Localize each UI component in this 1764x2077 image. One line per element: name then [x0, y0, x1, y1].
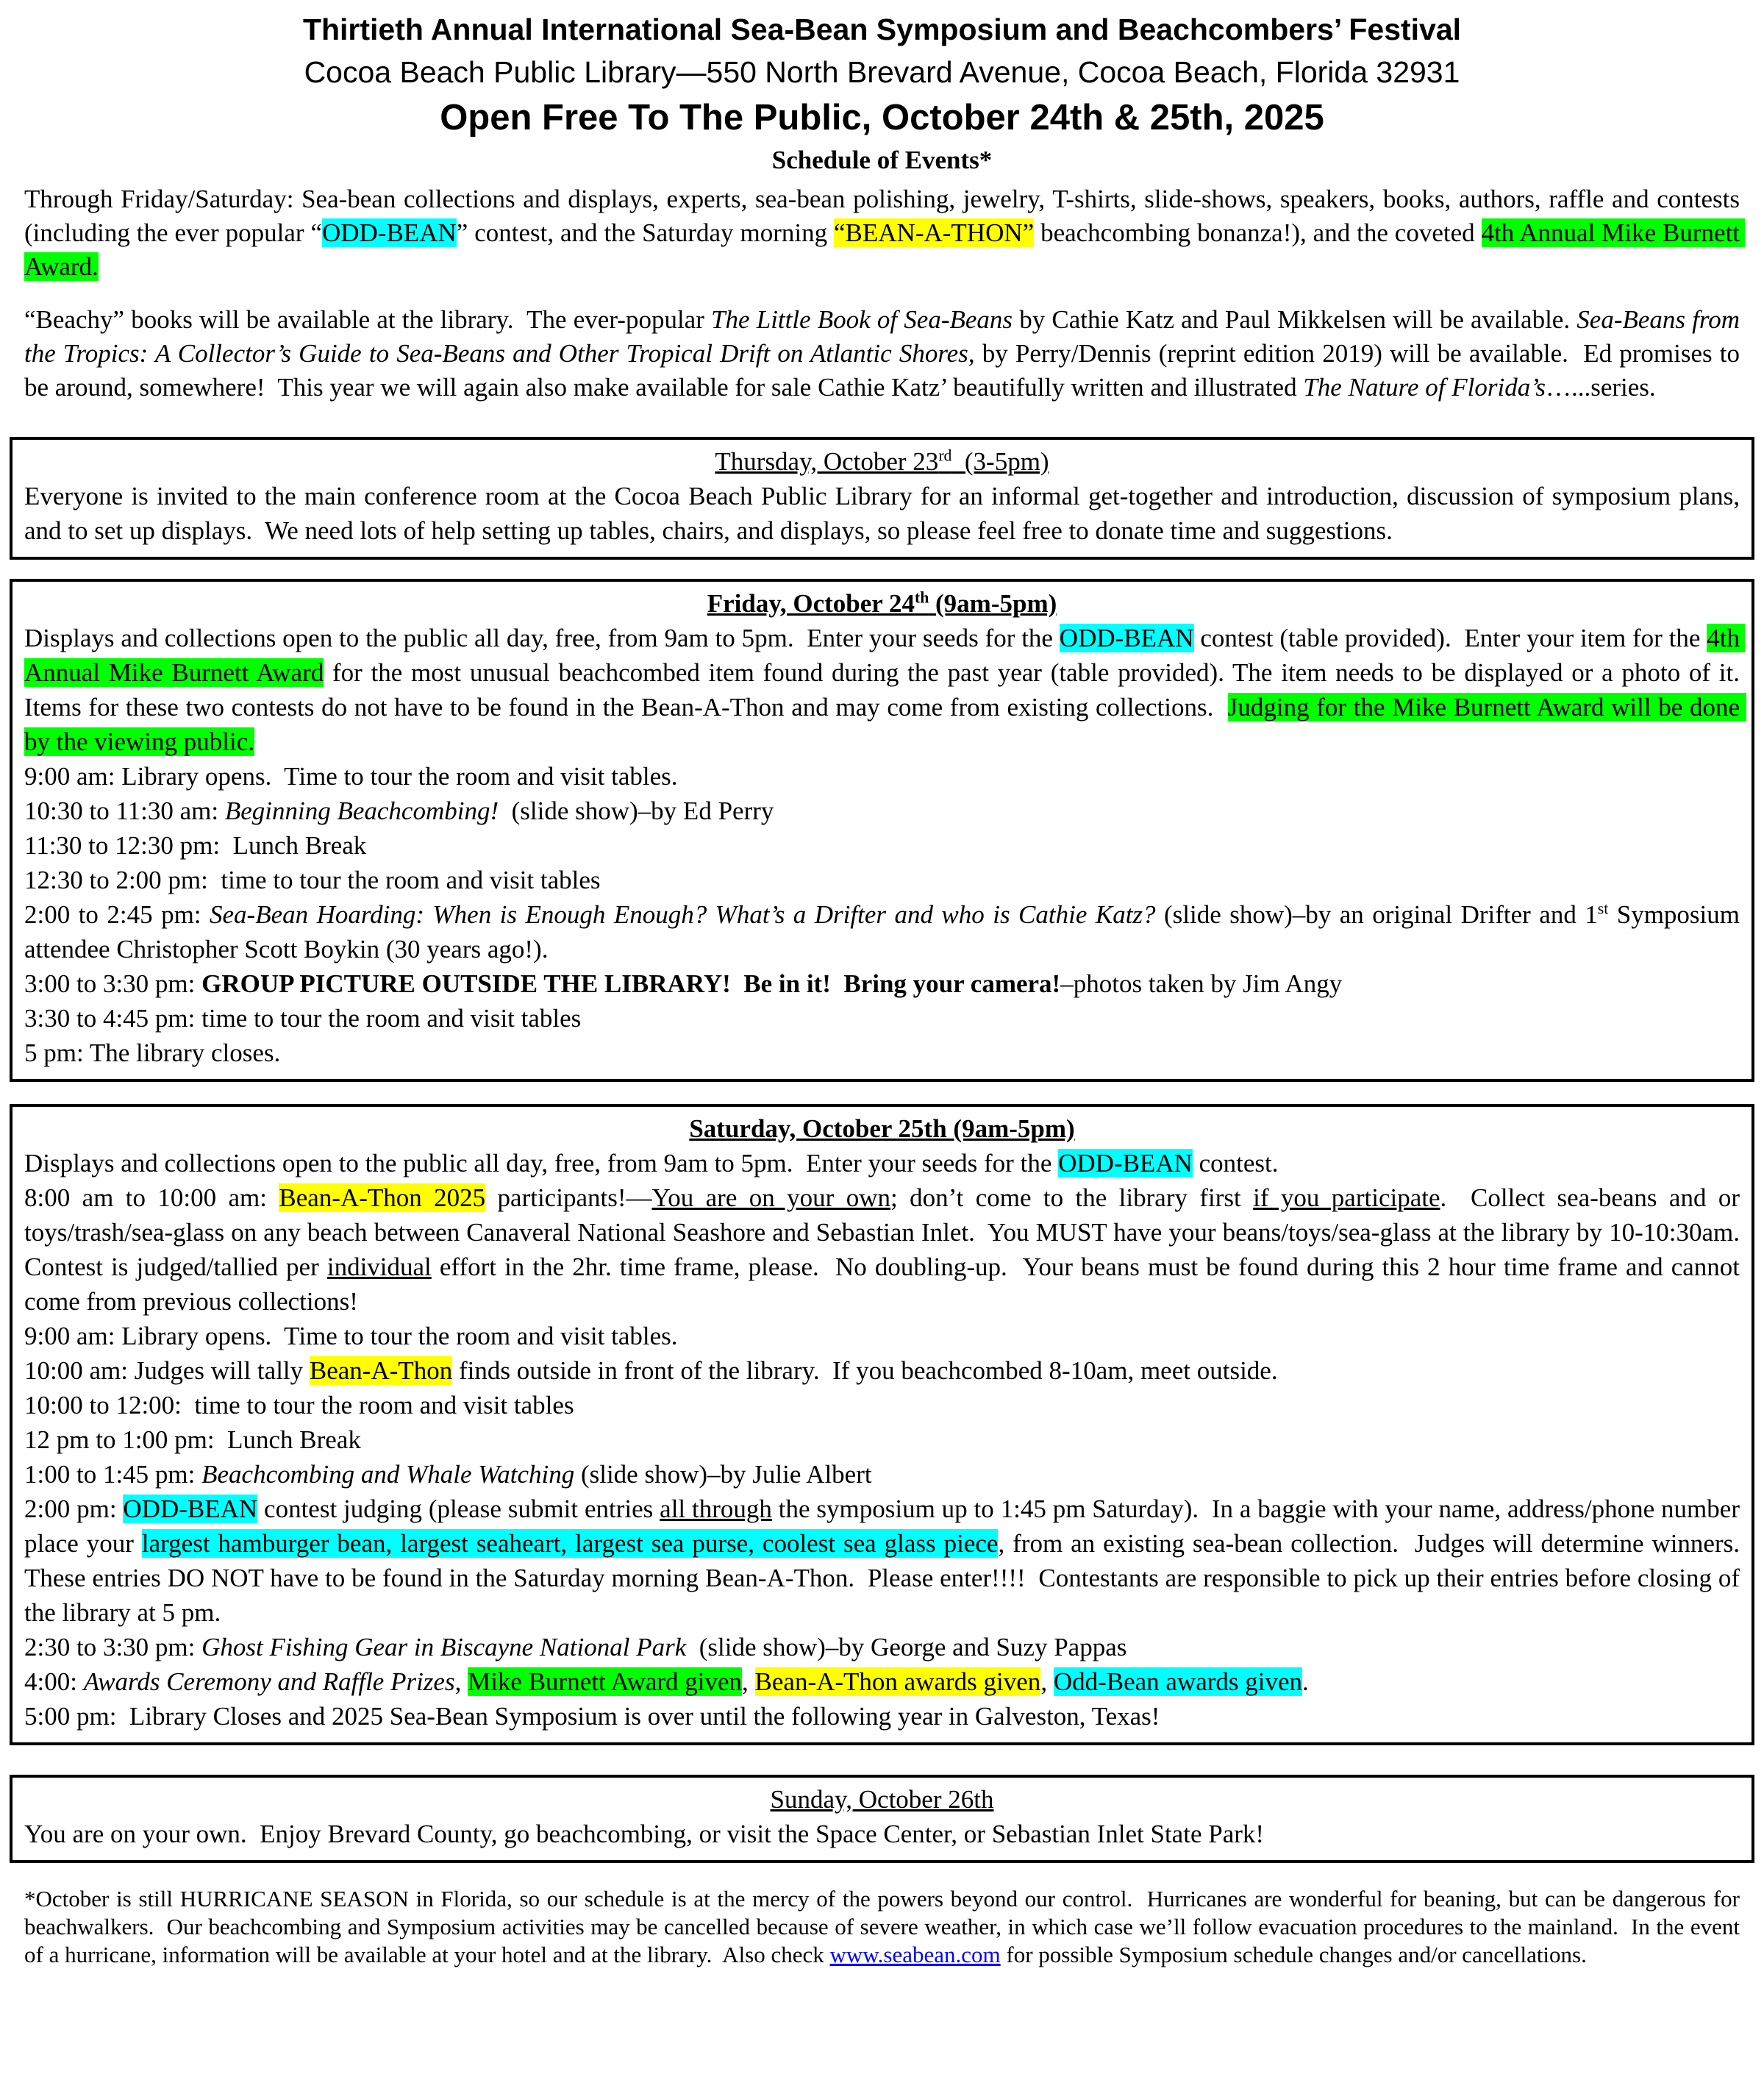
text-run: Beachcombing and Whale Watching	[201, 1460, 575, 1489]
text-run: 8:00 am to 10:00 am:	[24, 1183, 279, 1212]
text-run: participants!—	[485, 1183, 652, 1212]
text-run: “BEAN-A-THON”	[834, 218, 1035, 247]
text-run: finds outside in front of the library. If you beachcombed 8-10am, meet outside.	[452, 1356, 1278, 1385]
text-run: Bean-A-Thon	[309, 1356, 453, 1385]
page-title: Thirtieth Annual International Sea-Bean Symposium and Beachcombers’ Festival	[302, 13, 1462, 46]
text-run: You are on your own. Enjoy Brevard County, go beachcombing, or visit the Space Center, or Sebastian Inlet State Park!	[24, 1820, 1265, 1848]
text-run: (slide show)–by George and Suzy Pappas	[686, 1633, 1127, 1661]
text-run: Displays and collections open to the public all day, free, from 9am to 5pm. Enter your seeds for the	[24, 624, 1060, 652]
text-run: ,	[1040, 1667, 1054, 1696]
text-run: by Cathie Katz and Paul Mikkelsen will be available.	[1013, 305, 1577, 334]
text-run: *October is still HURRICANE SEASON in Florida, so our schedule is at the mercy of the powers beyond our control. Hurricanes are wonderful for beaning, but can be dangerous for beachwalkers. Our beachcombing and Symposium activities may be cancelled because of severe weather, in which case we’ll follow evacuation procedures to the mainland. In the event of a hurricane, information will be available at your hotel and at the library. Also check	[24, 1886, 1746, 1967]
sunday-section-box	[10, 1775, 1754, 1863]
text-run: , from an existing sea-bean collection. Judges will determine winners. These entries DO NOT have to be found in the Saturday morning Bean-A-Thon. Please enter!!!! Contestants are responsible to pick up their entries before closing of the library at 5 pm.	[24, 1529, 1753, 1627]
text-run: 4:00:	[24, 1667, 84, 1696]
text-run: ,	[742, 1667, 755, 1696]
schedule-item	[24, 1001, 1740, 1036]
schedule-item	[24, 1319, 1740, 1353]
text-run: Odd-Bean awards given	[1053, 1667, 1303, 1696]
text-run: Bean-A-Thon 2025	[279, 1183, 486, 1212]
schedule-item	[24, 1492, 1753, 1630]
thursday-section-box	[10, 437, 1754, 560]
schedule-item	[24, 966, 1740, 1001]
friday-heading	[24, 586, 1740, 621]
text-run: Bean-A-Thon awards given	[754, 1667, 1041, 1696]
text-run: 4th Annual Mike Burnett Award.	[24, 218, 1745, 281]
text-run: 9:00 am: Library opens. Time to tour the room and visit tables.	[24, 762, 678, 791]
text-run: 1:00 to 1:45 pm:	[24, 1460, 202, 1489]
friday-section-box	[10, 579, 1754, 1082]
text-run: GROUP PICTURE OUTSIDE THE LIBRARY! Be in it! Bring your camera!	[201, 969, 1061, 998]
text-run: 2:00 pm:	[24, 1494, 124, 1523]
thursday-heading	[24, 444, 1740, 479]
text-run: , by Perry/Dennis (reprint edition 2019) will be available. Ed promises to be around, somewhere! This year we will again also make available for sale Cathie Katz’ beautifully written and illustrated	[24, 339, 1746, 402]
text-run: all through	[660, 1494, 772, 1523]
text-run: Sunday, October 26th	[770, 1785, 994, 1814]
text-run: Thursday, October 23	[715, 447, 939, 476]
text-run: (3-5pm)	[951, 447, 1049, 476]
schedule-item	[24, 759, 1740, 794]
text-run: Mike Burnett Award given	[468, 1667, 743, 1696]
text-run: (slide show)–by an original Drifter and 1	[1155, 900, 1598, 929]
text-run: Judging for the Mike Burnett Award will be done by the viewing public.	[24, 693, 1746, 756]
schedule-item	[24, 1457, 1740, 1492]
text-run: Friday, October 24	[707, 589, 915, 618]
text-run: . Collect sea-beans and or toys/trash/sea-glass on any beach between Canaveral National Seashore and Sebastian Inlet. You MUST have your beans/toys/sea-glass at the library by 10-10:30am. Contest is judged/tallied per	[24, 1183, 1753, 1281]
text-run: Saturday, October 25th (9am-5pm)	[689, 1114, 1075, 1143]
schedule-item	[24, 863, 1740, 897]
text-run: ODD-BEAN	[123, 1494, 258, 1523]
schedule-item	[24, 1699, 1740, 1734]
text-run: Ghost Fishing Gear in Biscayne National Park	[201, 1633, 687, 1661]
text-run: 3:30 to 4:45 pm: time to tour the room and visit tables	[24, 1004, 582, 1033]
venue-address: Cocoa Beach Public Library—550 North Brevard Avenue, Cocoa Beach, Florida 32931	[304, 55, 1460, 89]
text-run: The Nature of Florida’s	[1303, 373, 1546, 402]
text-run: ODD-BEAN	[321, 218, 457, 247]
text-run: beachcombing bonanza!), and the coveted	[1034, 218, 1482, 247]
schedule-item	[24, 1353, 1740, 1388]
text-run: rd	[938, 446, 952, 465]
schedule-item	[24, 479, 1746, 548]
schedule-item	[24, 1388, 1740, 1422]
schedule-item	[24, 828, 1740, 863]
books-paragraph	[24, 303, 1746, 405]
sunday-schedule-list	[24, 1817, 1740, 1851]
text-run: …...series.	[1545, 373, 1656, 402]
text-run: Sea-Beans from the Tropics: A Collector’s Guide to Sea-Beans and Other Tropical Drift on Atlantic Shores	[24, 305, 1746, 368]
text-run: st	[1597, 899, 1609, 918]
seabean-link[interactable]: www.seabean.com	[829, 1942, 1001, 1967]
schedule-item	[24, 897, 1746, 966]
text-run: 2:30 to 3:30 pm:	[24, 1633, 202, 1661]
text-run: 5:00 pm: Library Closes and 2025 Sea-Bean Symposium is over until the following year in Galveston, Texas!	[24, 1702, 1160, 1731]
schedule-item	[24, 1146, 1740, 1180]
text-run: 5 pm: The library closes.	[24, 1038, 281, 1067]
text-run: 10:00 to 12:00: time to tour the room and visit tables	[24, 1391, 574, 1419]
text-run: th	[914, 588, 929, 607]
schedule-item	[24, 1180, 1753, 1319]
thursday-schedule-list	[24, 479, 1746, 548]
text-run: individual	[326, 1253, 432, 1281]
text-run: contest (table provided). Enter your item for the	[1193, 624, 1707, 652]
text-run: Through Friday/Saturday: Sea-bean collections and displays, experts, sea-bean polishing, jewelry, T-shirts, slide-shows, speakers, books, authors, raffle and contests (including the ever popular “	[24, 185, 1746, 247]
text-run: contest judging (please submit entries	[257, 1494, 660, 1523]
text-run: .	[1302, 1667, 1309, 1696]
saturday-heading	[24, 1111, 1740, 1146]
text-run: 3:00 to 3:30 pm:	[24, 969, 202, 998]
schedule-item	[24, 794, 1740, 828]
saturday-schedule-list	[24, 1146, 1753, 1734]
text-run: largest hamburger bean, largest seaheart, largest sea purse, coolest sea glass piece	[141, 1529, 999, 1558]
text-run: 10:30 to 11:30 am:	[24, 797, 225, 825]
text-run: (9am-5pm)	[929, 589, 1057, 618]
text-run: 2:00 to 2:45 pm:	[24, 900, 210, 929]
text-run: (slide show)–by Ed Perry	[499, 797, 774, 825]
text-run: “Beachy” books will be available at the library. The ever-popular	[24, 305, 712, 334]
admission-line: Open Free To The Public, October 24th & 25th, 2025	[440, 98, 1324, 138]
text-run: 12 pm to 1:00 pm: Lunch Break	[24, 1425, 361, 1454]
text-run: ODD-BEAN	[1058, 1149, 1193, 1178]
text-run: ,	[454, 1667, 468, 1696]
sunday-heading	[24, 1782, 1740, 1817]
text-run: the symposium up to 1:45 pm Saturday). In a baggie with your name, address/phone number place your	[24, 1494, 1746, 1558]
text-run: Awards Ceremony and Raffle Prizes	[83, 1667, 455, 1696]
hurricane-note	[24, 1885, 1746, 1969]
schedule-item	[24, 621, 1753, 759]
intro-paragraph	[24, 182, 1746, 284]
text-run: for possible Symposium schedule changes and/or cancellations.	[1000, 1942, 1587, 1967]
text-run: –photos taken by Jim Angy	[1060, 969, 1343, 998]
text-run: Everyone is invited to the main conference room at the Cocoa Beach Public Library for an informal get-together and introduction, discussion of symposium plans, and to set up displays. We need lots of help setting up tables, chairs, and displays, so please feel free to donate time and suggestions.	[24, 482, 1746, 545]
text-run: Beginning Beachcombing!	[224, 797, 499, 825]
schedule-item	[24, 1036, 1740, 1070]
friday-schedule-list	[24, 621, 1753, 1070]
text-run: ODD-BEAN	[1059, 624, 1194, 652]
text-run: effort in the 2hr. time frame, please. No doubling-up. Your beans must be found during this 2 hour time frame and cannot come from previous collections!	[24, 1253, 1746, 1316]
text-run: (slide show)–by Julie Albert	[574, 1460, 872, 1489]
text-run: You are on your own	[651, 1183, 890, 1212]
text-run: if you participate	[1253, 1183, 1440, 1212]
text-run: Displays and collections open to the public all day, free, from 9am to 5pm. Enter your seeds for the	[24, 1149, 1059, 1178]
schedule-item	[24, 1817, 1740, 1851]
text-run: 11:30 to 12:30 pm: Lunch Break	[24, 831, 367, 860]
text-run: Symposium attendee Christopher Scott Boykin (30 years ago!).	[24, 900, 1746, 963]
schedule-item	[24, 1664, 1740, 1699]
text-run: contest.	[1192, 1149, 1279, 1178]
schedule-item	[24, 1422, 1740, 1457]
text-run: ; don’t come to the library first	[890, 1183, 1254, 1212]
text-run: 9:00 am: Library opens. Time to tour the room and visit tables.	[24, 1322, 678, 1350]
text-run: 12:30 to 2:00 pm: time to tour the room and visit tables	[24, 866, 601, 894]
saturday-section-box	[10, 1104, 1754, 1745]
schedule-item	[24, 1630, 1740, 1664]
text-run: Sea-Bean Hoarding: When is Enough Enough? What’s a Drifter and who is Cathie Katz?	[210, 900, 1156, 929]
text-run: 4th Annual Mike Burnett Award	[24, 624, 1745, 687]
text-run: The Little Book of Sea-Beans	[711, 305, 1013, 334]
schedule-of-events-heading: Schedule of Events*	[771, 146, 993, 174]
text-run: 10:00 am: Judges will tally	[24, 1356, 310, 1385]
text-run: ” contest, and the Saturday morning	[456, 218, 835, 247]
text-run: for the most unusual beachcombed item found during the past year (table provided). The item needs to be displayed or a photo of it. Items for these two contests do not have to be found in the Bean-A-Thon and may come from existing collections.	[24, 658, 1753, 722]
